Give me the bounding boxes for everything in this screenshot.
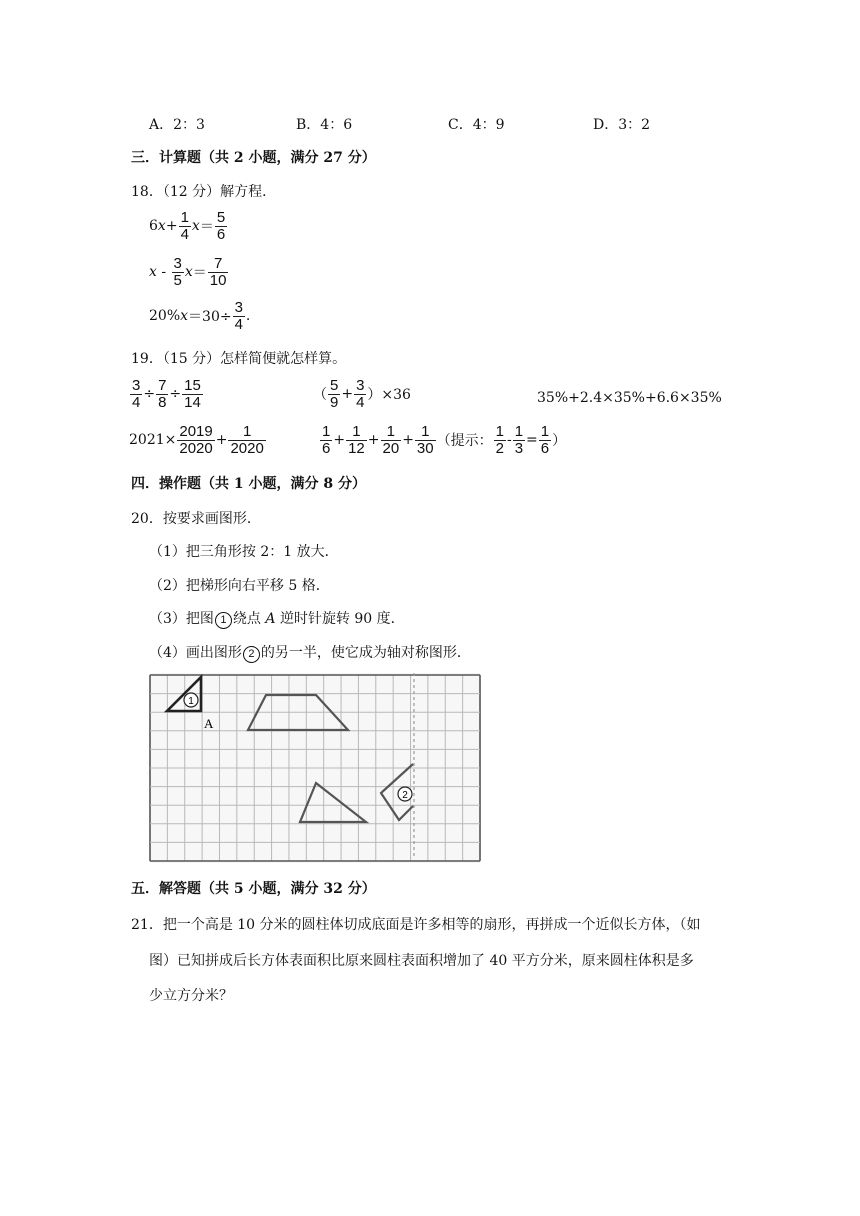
eq2-var: x bbox=[149, 264, 157, 281]
eq1-f1-denominator: 4 bbox=[180, 225, 189, 243]
e5-hint-equals: = bbox=[526, 432, 538, 449]
q19-expression-5 bbox=[319, 424, 566, 457]
e2-op: + bbox=[341, 386, 354, 403]
q20-step-1: （1）把三角形按 2：1 放大． bbox=[149, 544, 339, 560]
e1-f1-denominator: 4 bbox=[132, 393, 141, 411]
eq1-var-2: x bbox=[191, 218, 200, 235]
q20-step-3-mid: 绕点 bbox=[232, 611, 266, 627]
option-c bbox=[448, 114, 505, 134]
e2-f1-numerator: 5 bbox=[330, 377, 339, 394]
eq1-f1-numerator: 1 bbox=[180, 209, 189, 226]
e4-fraction-2 bbox=[228, 424, 265, 457]
e5-op-1: + bbox=[333, 432, 346, 449]
eq1-f2-denominator: 6 bbox=[216, 225, 226, 243]
figure-2-label: 2 bbox=[402, 790, 408, 801]
q20-step-4-post: 的另一半，使它成为轴对称图形． bbox=[260, 645, 471, 661]
figure-2-circled-label: 2 bbox=[243, 646, 260, 663]
e5-op-2: + bbox=[367, 432, 380, 449]
e5-op-3: + bbox=[402, 432, 414, 449]
e4-f2-denominator: 2020 bbox=[230, 439, 264, 457]
e4-fraction-1 bbox=[177, 424, 214, 457]
q21-line-1: 21．把一个高是 10 分米的圆柱体切成底面是许多相等的扇形，再拼成一个近似长方体，（如 bbox=[131, 917, 701, 933]
e5-hint-fraction-2 bbox=[513, 424, 525, 457]
q20-step-3-post: 逆时针旋转 90 度． bbox=[275, 611, 405, 627]
q21-line-2: 图）已知拼成后长方体表面积比原来圆柱表面积增加了 40 平方分米，原来圆柱体积是多 bbox=[149, 953, 694, 969]
e5-h2-denominator: 3 bbox=[514, 439, 524, 457]
eq1-coef: 6 bbox=[149, 218, 158, 235]
triangle-label: 1 bbox=[188, 696, 194, 707]
eq2-fraction-1 bbox=[172, 256, 184, 289]
eq1-plus: + bbox=[165, 218, 178, 235]
eq2-f2-denominator: 10 bbox=[209, 271, 227, 289]
figure-1-circled-label: 1 bbox=[215, 612, 232, 629]
e5-fraction-2 bbox=[346, 424, 367, 457]
e5-fraction-3 bbox=[381, 424, 402, 457]
eq1-var: x bbox=[157, 218, 166, 235]
eq2-f2-numerator: 7 bbox=[213, 255, 223, 272]
e1-op-1: ÷ bbox=[143, 386, 156, 403]
e5-hint-close: ） bbox=[552, 433, 567, 450]
e5-h1-denominator: 2 bbox=[495, 439, 504, 457]
e5-f3-denominator: 20 bbox=[382, 439, 400, 457]
eq3-fraction bbox=[233, 300, 245, 333]
e1-f3-numerator: 15 bbox=[184, 377, 201, 394]
q19-expression-3: 35%+2.4×35%+6.6×35% bbox=[537, 390, 722, 406]
e2-close: ）×36 bbox=[367, 387, 411, 404]
e2-f2-denominator: 4 bbox=[356, 393, 365, 411]
option-a-text: 2：3 bbox=[173, 117, 205, 133]
q18-equation-2 bbox=[149, 256, 229, 289]
e1-f2-denominator: 8 bbox=[158, 393, 167, 411]
option-c-text: 4：9 bbox=[472, 117, 505, 133]
e5-f4-numerator: 1 bbox=[421, 423, 430, 440]
e5-f1-numerator: 1 bbox=[322, 423, 331, 440]
option-d bbox=[593, 114, 650, 134]
section-4-title: 四．操作题（共 1 小题，满分 8 分） bbox=[131, 476, 366, 492]
e5-h2-numerator: 1 bbox=[514, 423, 524, 440]
eq3-period: . bbox=[245, 308, 251, 325]
q18-header: 18．（12 分）解方程． bbox=[131, 184, 277, 200]
q18-equation-1 bbox=[149, 210, 228, 243]
e5-hint-label: （提示： bbox=[436, 433, 493, 450]
e5-h3-numerator: 1 bbox=[540, 423, 550, 440]
eq1-fraction-1 bbox=[179, 210, 191, 243]
q20-step-3 bbox=[149, 608, 405, 629]
q19-header: 19．（15 分）怎样简便就怎样算。 bbox=[131, 351, 347, 367]
q21-line-3: 少立方分米？ bbox=[149, 988, 233, 1004]
e5-hint-fraction-1 bbox=[494, 424, 506, 457]
q19-expression-4 bbox=[129, 424, 267, 457]
e1-fraction-3 bbox=[182, 378, 203, 411]
e4-f1-numerator: 2019 bbox=[179, 423, 213, 440]
eq2-equals: ＝ bbox=[192, 265, 207, 282]
q20-step-4-pre: （4）画出图形 bbox=[149, 645, 242, 661]
section-3-title: 三．计算题（共 2 小题，满分 27 分） bbox=[131, 150, 376, 166]
q20-step-4 bbox=[149, 642, 471, 663]
e5-fraction-4 bbox=[415, 424, 436, 457]
option-b-text: 4：6 bbox=[320, 117, 353, 133]
e5-h3-denominator: 6 bbox=[540, 439, 550, 457]
e5-f3-numerator: 1 bbox=[386, 423, 396, 440]
e4-f2-numerator: 1 bbox=[242, 423, 252, 440]
option-b-letter: B． bbox=[296, 117, 321, 133]
e5-fraction-1 bbox=[320, 424, 332, 457]
option-d-letter: D． bbox=[593, 117, 619, 133]
q20-step-3-point: A bbox=[265, 611, 276, 627]
e5-hint-fraction-3 bbox=[539, 424, 551, 457]
e1-fraction-2 bbox=[156, 378, 168, 411]
q18-equation-3 bbox=[149, 300, 250, 333]
eq3-numerator: 3 bbox=[234, 299, 243, 316]
eq3-rest: ＝30÷ bbox=[188, 309, 232, 326]
eq3-denominator: 4 bbox=[234, 315, 243, 333]
e5-f2-numerator: 1 bbox=[352, 423, 361, 440]
eq1-f2-numerator: 5 bbox=[216, 209, 226, 226]
e4-op: + bbox=[215, 432, 228, 449]
e1-f1-numerator: 3 bbox=[132, 377, 141, 394]
eq2-var-2: x bbox=[184, 264, 193, 281]
q20-header: 20．按要求画图形． bbox=[131, 511, 261, 527]
e5-f2-denominator: 12 bbox=[348, 439, 365, 457]
section-5-title: 五．解答题（共 5 小题，满分 32 分） bbox=[131, 881, 376, 897]
eq2-minus: - bbox=[156, 264, 171, 281]
eq1-equals: ＝ bbox=[199, 219, 214, 236]
e4-lead: 2021× bbox=[129, 432, 177, 449]
option-a-letter: A． bbox=[149, 117, 174, 133]
q19-expression-2 bbox=[313, 378, 411, 411]
e1-op-2: ÷ bbox=[169, 386, 182, 403]
q20-step-2: （2）把梯形向右平移 5 格． bbox=[149, 578, 330, 594]
e4-f1-denominator: 2020 bbox=[179, 439, 213, 457]
e1-fraction-1 bbox=[130, 378, 142, 411]
e5-f1-denominator: 6 bbox=[322, 439, 331, 457]
eq1-fraction-2 bbox=[215, 210, 227, 243]
e2-open: （ bbox=[313, 387, 327, 404]
q20-step-3-pre: （3）把图 bbox=[149, 611, 214, 627]
e1-f3-denominator: 14 bbox=[184, 393, 201, 411]
e2-fraction-1 bbox=[328, 378, 340, 411]
eq3-var: x bbox=[180, 308, 189, 325]
e2-f2-numerator: 3 bbox=[356, 377, 365, 394]
grid-figure bbox=[149, 673, 481, 863]
point-a-label: A bbox=[204, 716, 214, 731]
e5-hint-op: - bbox=[506, 432, 512, 449]
e5-h1-numerator: 1 bbox=[495, 423, 504, 440]
eq2-f1-denominator: 5 bbox=[173, 271, 182, 289]
eq2-f1-numerator: 3 bbox=[173, 255, 182, 272]
e2-fraction-2 bbox=[354, 378, 366, 411]
e2-f1-denominator: 9 bbox=[330, 393, 339, 411]
eq3-coef: 20% bbox=[149, 308, 181, 325]
option-d-text: 3：2 bbox=[618, 117, 651, 133]
q19-expression-1 bbox=[129, 378, 204, 411]
option-a bbox=[149, 114, 205, 134]
e1-f2-numerator: 7 bbox=[158, 377, 167, 394]
option-c-letter: C． bbox=[448, 117, 473, 133]
option-b bbox=[296, 114, 352, 134]
e5-f4-denominator: 30 bbox=[416, 439, 434, 457]
eq2-fraction-2 bbox=[208, 256, 229, 289]
